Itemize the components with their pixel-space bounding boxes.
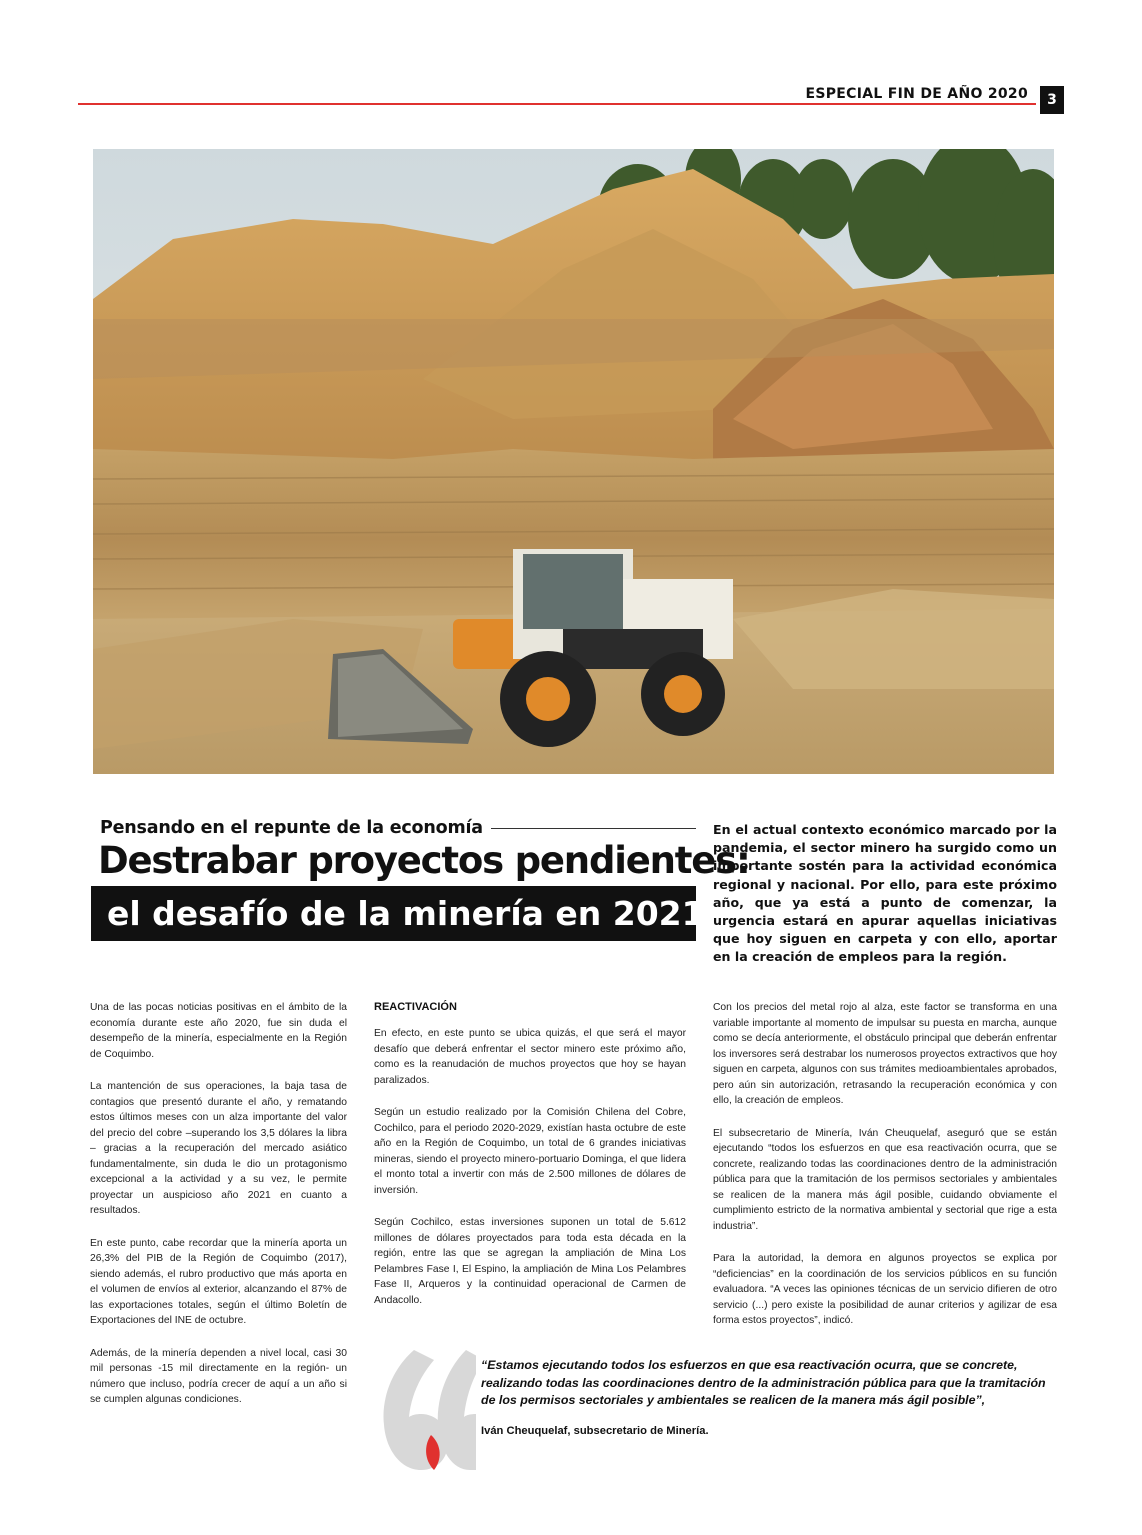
paragraph: En efecto, en este punto se ubica quizás, el que será el mayor desafío que deberá enfrentar el sector minero este próximo año, como es la reanudación de muchos proyectos que hoy se hayan paralizados. xyxy=(374,1028,686,1086)
kicker-rule xyxy=(491,828,696,829)
quote-mark-icon xyxy=(376,1340,476,1480)
quote-author: Iván Cheuquelaf, subsecretario de Minería. xyxy=(481,1425,709,1437)
header-rule xyxy=(78,103,1036,105)
section-title: ESPECIAL FIN DE AÑO 2020 xyxy=(805,86,1028,102)
wheel-loader-illustration xyxy=(93,149,1054,774)
page-number: 3 xyxy=(1040,86,1064,114)
paragraph: Con los precios del metal rojo al alza, este factor se transforma en una variable importante al momento de impulsar su puesta en marcha, aunque como se decía anteriormente, el obstáculo principal que deberán enfrentar los inversores será destrabar los numerosos proyectos extractivos que hoy siguen en carpeta, algunos con sus trámites medioambientales aprobados, pero aún sin autorización, retrasando la recuperación económica y con ello, la creación de empleos. xyxy=(713,1002,1057,1106)
paragraph: Según un estudio realizado por la Comisión Chilena del Cobre, Cochilco, para el periodo 2020-2029, existían hasta octubre de este año en la Región de Coquimbo, un total de 6 grandes iniciativas mineras, siendo el proyecto minero-portuario Dominga, el que lidera el monto total a invertir con más de 2.500 millones de dólares de inversión. xyxy=(374,1107,686,1196)
quarry-photo xyxy=(93,149,1054,774)
subheading: REACTIVACIÓN xyxy=(374,1001,457,1013)
paragraph: Para la autoridad, la demora en algunos proyectos se explica por “deficiencias” en la coordinación de los servicios públicos en su función evaluadora. “A veces las opiniones técnicas de un servicio difieren de otro servicio (...) pero existe la posibilidad de aunar criterios y agilizar de esa forma estos proyectos”, indicó. xyxy=(713,1253,1057,1326)
column-1 xyxy=(90,1000,347,1425)
paragraph: Además, de la minería dependen a nivel local, casi 30 mil personas -15 mil directamente en la región- un número que incluso, podría crecer de aquí a un año si se cumplen algunas condiciones. xyxy=(90,1347,347,1405)
lead-paragraph: En el actual contexto económico marcado por la pandemia, el sector minero ha surgido como un importante sostén para la actividad económica regional y nacional. Por ello, para este próximo año, que ya está a punto de comenzar, la urgencia estará en apurar aquellas iniciativas que hoy siguen en carpeta y con ello, aportar en la creación de empleos para la región. xyxy=(713,822,1057,965)
paragraph: Según Cochilco, estas inversiones suponen un total de 5.612 millones de dólares proyectados para toda esta década en la región, entre las que se agregan la ampliación de Mina Los Pelambres Fase I, El Espino, la ampliación de Mina Los Pelambres Fase II, Arqueros y la continuidad operacional de Carmen de Andacollo. xyxy=(374,1217,686,1306)
pull-quote: “Estamos ejecutando todos los esfuerzos en que esa reactivación ocurra, que se concrete, realizando todas las coordinaciones dentro de la administración pública para que la tramitación de los permisos sectoriales y ambientales se realicen de la manera más ágil posible”, xyxy=(481,1358,1046,1407)
headline-sub: el desafío de la minería en 2021 xyxy=(107,894,705,933)
article-kicker xyxy=(100,816,696,840)
paragraph: En este punto, cabe recordar que la minería aporta un 26,3% del PIB de la Región de Coquimbo (2017), siendo además, el rubro productivo que más aporta en el volumen de envíos al exterior, alcanzando el 87% de las exportaciones totales, según el último Boletín de Exportaciones del INE de octubre. xyxy=(90,1237,347,1326)
paragraph: La mantención de sus operaciones, la baja tasa de contagios que presentó durante el año, y rematando estos últimos meses con un alza importante del valor del precio del cobre –superando los 3,5 dólares la libra – gracias a la recuperación del mercado asiático fundamentalmente, sin duda le dio un protagonismo excepcional a la actividad y a su vez, le permite proyectar un auspicioso año 2021 en cuanto a resultados. xyxy=(90,1081,347,1216)
column-3 xyxy=(713,1000,1057,1346)
headline: Destrabar proyectos pendientes: xyxy=(98,839,750,882)
paragraph: Una de las pocas noticias positivas en el ámbito de la economía durante este año 2020, fue sin duda el desempeño de la minería, especialmente en la Región de Coquimbo. xyxy=(90,1002,347,1060)
column-2 xyxy=(374,1000,686,1325)
kicker-text: Pensando en el repunte de la economía xyxy=(100,818,483,838)
paragraph: El subsecretario de Minería, Iván Cheuquelaf, aseguró que se están ejecutando “todos los esfuerzos en que esa reactivación ocurra, que se concrete, realizando todas las coordinaciones dentro de la administración pública para que la tramitación de los permisos sectoriales y ambientales se realicen de la manera más ágil posible, cuidando obviamente el cumplimiento estricto de la normativa ambiental y sectorial que rige a esta industria”. xyxy=(713,1127,1057,1232)
